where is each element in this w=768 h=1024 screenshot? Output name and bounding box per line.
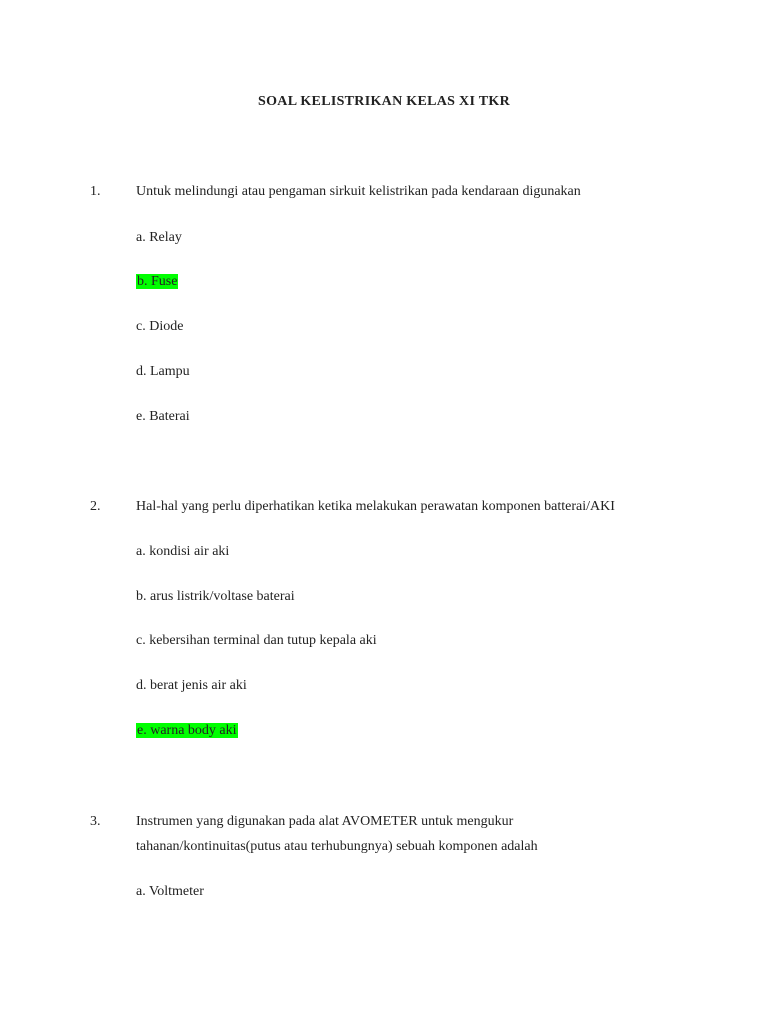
question-1-option-e: e. Baterai (136, 409, 190, 424)
question-2-option-c: c. kebersihan terminal dan tutup kepala aki (136, 633, 377, 648)
question-1-number: 1. (90, 184, 101, 199)
question-1-option-d: d. Lampu (136, 364, 190, 379)
question-2-option-e-answer (136, 723, 238, 739)
question-3-number: 3. (90, 814, 101, 829)
answer-highlight: e. warna body aki (137, 723, 237, 738)
question-3-text-line-2: tahanan/kontinuitas(putus atau terhubungnya) sebuah komponen adalah (136, 839, 538, 854)
question-2-option-a: a. kondisi air aki (136, 544, 230, 559)
question-3-text-line-1: Instrumen yang digunakan pada alat AVOMETER untuk mengukur (136, 814, 514, 829)
answer-highlight: b. Fuse (137, 274, 178, 289)
question-2-option-d: d. berat jenis air aki (136, 678, 247, 693)
question-1-option-c: c. Diode (136, 319, 184, 334)
document-title: SOAL KELISTRIKAN KELAS XI TKR (258, 94, 510, 109)
question-1-option-a: a. Relay (136, 230, 182, 245)
question-2-number: 2. (90, 499, 101, 514)
question-3-option-a: a. Voltmeter (136, 884, 204, 899)
question-2-option-b: b. arus listrik/voltase baterai (136, 589, 295, 604)
question-1-option-b-answer (136, 274, 178, 290)
question-1-text: Untuk melindungi atau pengaman sirkuit kelistrikan pada kendaraan digunakan (136, 184, 581, 199)
question-2-text: Hal-hal yang perlu diperhatikan ketika melakukan perawatan komponen batterai/AKI (136, 499, 615, 514)
